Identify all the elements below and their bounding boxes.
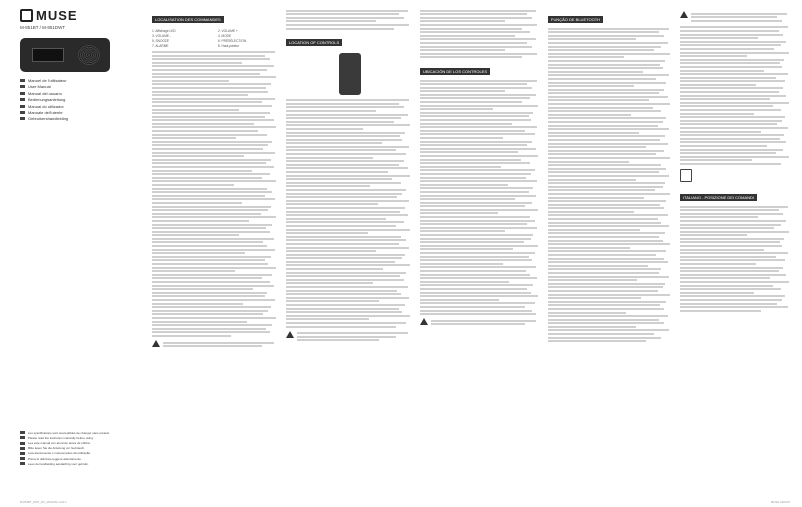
flag-icon	[20, 452, 25, 455]
body-text	[152, 51, 280, 337]
language-marker-icon	[20, 85, 25, 88]
body-text	[286, 99, 414, 327]
french-section	[152, 8, 280, 497]
language-item: Manual del usuario	[20, 91, 145, 96]
language-marker-icon	[20, 92, 25, 95]
flag-icon	[20, 447, 25, 450]
disclaimer-item: Prima di utilizzare leggere attentamente.	[20, 457, 145, 461]
cover-panel	[20, 8, 145, 497]
control-item: 5. SNOOZE	[152, 39, 170, 43]
recycle-bin-icon	[680, 169, 692, 182]
product-image	[20, 38, 110, 72]
language-item: Manual do utilizador	[20, 104, 145, 109]
language-item: Bedienungsanleitung	[20, 97, 145, 102]
language-list	[20, 78, 145, 121]
brand-logo: MUSE	[20, 8, 145, 23]
warning-note	[152, 340, 280, 349]
flag-icon	[20, 442, 25, 445]
section-heading: LOCATION OF CONTROLS	[286, 39, 342, 46]
control-item: 7. ALARME	[152, 44, 169, 48]
language-marker-icon	[20, 117, 25, 120]
language-item: Manuale dell'utente	[20, 110, 145, 115]
spanish-section	[420, 8, 542, 497]
language-marker-icon	[20, 105, 25, 108]
flag-icon	[20, 431, 25, 434]
body-text	[420, 80, 542, 316]
flag-icon	[20, 462, 25, 465]
flag-icon	[20, 457, 25, 460]
english-section	[286, 8, 414, 497]
print-footer-left: M-851BT_DWT_RC_MANUAL.indd 1	[20, 500, 67, 504]
disclaimer-item: Leia atentamente o manual antes da utilização.	[20, 451, 145, 455]
warning-note	[680, 11, 792, 23]
language-item: Manuel de l'utilisateur	[20, 78, 145, 83]
controls-list	[152, 29, 280, 48]
section-heading: FUNÇÃO DE BLUETOOTH	[548, 16, 603, 23]
control-item: 6. PRÉSÉLECTION	[218, 39, 247, 43]
flag-icon	[20, 436, 25, 439]
body-text	[548, 28, 674, 343]
language-marker-icon	[20, 98, 25, 101]
remote-control-icon	[339, 53, 361, 95]
control-item: 2. VOLUME +	[218, 29, 238, 33]
warning-note	[420, 318, 542, 327]
lcd-display-icon	[32, 48, 64, 62]
speaker-grille-icon	[78, 45, 100, 65]
disclaimer-item: Lees de handleiding aandachtig voor gebruik.	[20, 462, 145, 466]
model-number: M-851BT / M-851DWT	[20, 25, 66, 30]
disclaimer-item: Les spécifications sont susceptibles de changer sans préavis.	[20, 431, 145, 435]
logo-mark-icon	[20, 9, 33, 22]
control-item: 3. VOLUME -	[152, 34, 171, 38]
warning-triangle-icon	[420, 318, 428, 325]
language-item: User Manual	[20, 84, 145, 89]
disclaimer-item: Bitte lesen Sie die Anleitung vor Gebrauch.	[20, 446, 145, 450]
language-marker-icon	[20, 79, 25, 82]
italian-section	[680, 8, 792, 497]
disclaimer-list	[20, 430, 145, 468]
control-item: 4. MODE	[218, 34, 232, 38]
section-heading: ITALIANO - POSIZIONE DEI COMANDI	[680, 194, 757, 201]
control-item: 1. Affichage LED	[152, 29, 176, 33]
section-heading: LOCALISATION DES COMMANDES	[152, 16, 224, 23]
disclaimer-item: Please read the instruction carefully before using.	[20, 436, 145, 440]
warning-triangle-icon	[286, 331, 294, 338]
warning-triangle-icon	[680, 11, 688, 18]
section-heading: UBICACIÓN DE LOS CONTROLES	[420, 68, 490, 75]
control-item: 8. Haut-parleur	[218, 44, 240, 48]
portuguese-section	[548, 8, 674, 497]
print-footer-right: MUSE GROUP	[770, 500, 790, 504]
language-marker-icon	[20, 111, 25, 114]
disclaimer-item: Lea este manual con atención antes de utilizar.	[20, 441, 145, 445]
warning-triangle-icon	[152, 340, 160, 347]
warning-note	[286, 331, 414, 343]
body-text	[680, 206, 792, 312]
language-item: Gebruikershandleiding	[20, 116, 145, 121]
body-text	[680, 26, 792, 165]
